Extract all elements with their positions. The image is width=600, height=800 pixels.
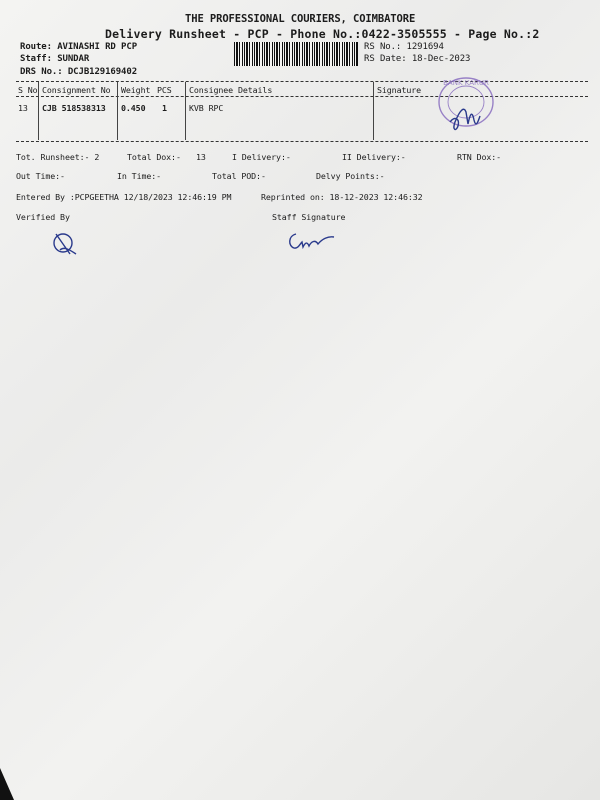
delvy-points: Delvy Points:- — [316, 171, 385, 181]
in-time: In Time:- — [117, 171, 162, 181]
table-bottom-rule — [16, 141, 588, 142]
th-signature: Signature — [377, 85, 422, 95]
staff-label: Staff: SUNDAR — [20, 54, 90, 64]
route-label: Route: AVINASHI RD PCP — [20, 42, 138, 52]
cell-consignment: CJB 518538313 — [42, 103, 106, 113]
col-divider — [185, 82, 186, 140]
cell-weight: 0.450 — [121, 103, 146, 113]
th-sno: S No — [18, 85, 38, 95]
col-divider — [117, 82, 118, 140]
tot-runsheet: Tot. Runsheet:- 2 — [16, 152, 100, 162]
runsheet-subtitle: Delivery Runsheet - PCP - Phone No.:0422-3505555 - Page No.:2 — [105, 27, 540, 41]
th-weight: Weight — [121, 85, 151, 95]
cell-pcs: 1 — [162, 103, 167, 113]
cell-consignee: KVB RPC — [189, 103, 224, 113]
rs-number: RS No.: 1291694 — [364, 42, 444, 52]
entered-by: Entered By :PCPGEETHA 12/18/2023 12:46:19 PM — [16, 192, 232, 202]
staff-signature — [286, 230, 340, 254]
th-consignee: Consignee Details — [189, 85, 273, 95]
total-pod: Total POD:- — [212, 171, 266, 181]
out-time: Out Time:- — [16, 171, 65, 181]
rtn-dox: RTN Dox:- — [457, 152, 502, 162]
bank-stamp — [428, 76, 514, 134]
total-dox-value: 13 — [196, 152, 206, 162]
staff-signature-label: Staff Signature — [272, 212, 346, 222]
th-pcs: PCS — [157, 85, 172, 95]
col-divider — [38, 82, 39, 140]
col-divider — [373, 82, 374, 140]
stamp-text: BANK KARUR — [443, 79, 489, 87]
ii-delivery: II Delivery:- — [342, 152, 406, 162]
reprinted-on: Reprinted on: 18-12-2023 12:46:32 — [261, 192, 423, 202]
barcode — [234, 42, 358, 66]
scan-edge-shadow — [0, 768, 14, 800]
cell-sno: 13 — [18, 103, 28, 113]
verified-by-label: Verified By — [16, 212, 70, 222]
rs-date: RS Date: 18-Dec-2023 — [364, 54, 471, 64]
verifier-signature — [48, 228, 82, 258]
drs-number: DRS No.: DCJB129169402 — [20, 67, 138, 77]
total-dox: Total Dox:- — [127, 152, 181, 162]
company-title: THE PROFESSIONAL COURIERS, COIMBATORE — [185, 13, 416, 25]
th-consignment: Consignment No — [42, 85, 111, 95]
i-delivery: I Delivery:- — [232, 152, 291, 162]
